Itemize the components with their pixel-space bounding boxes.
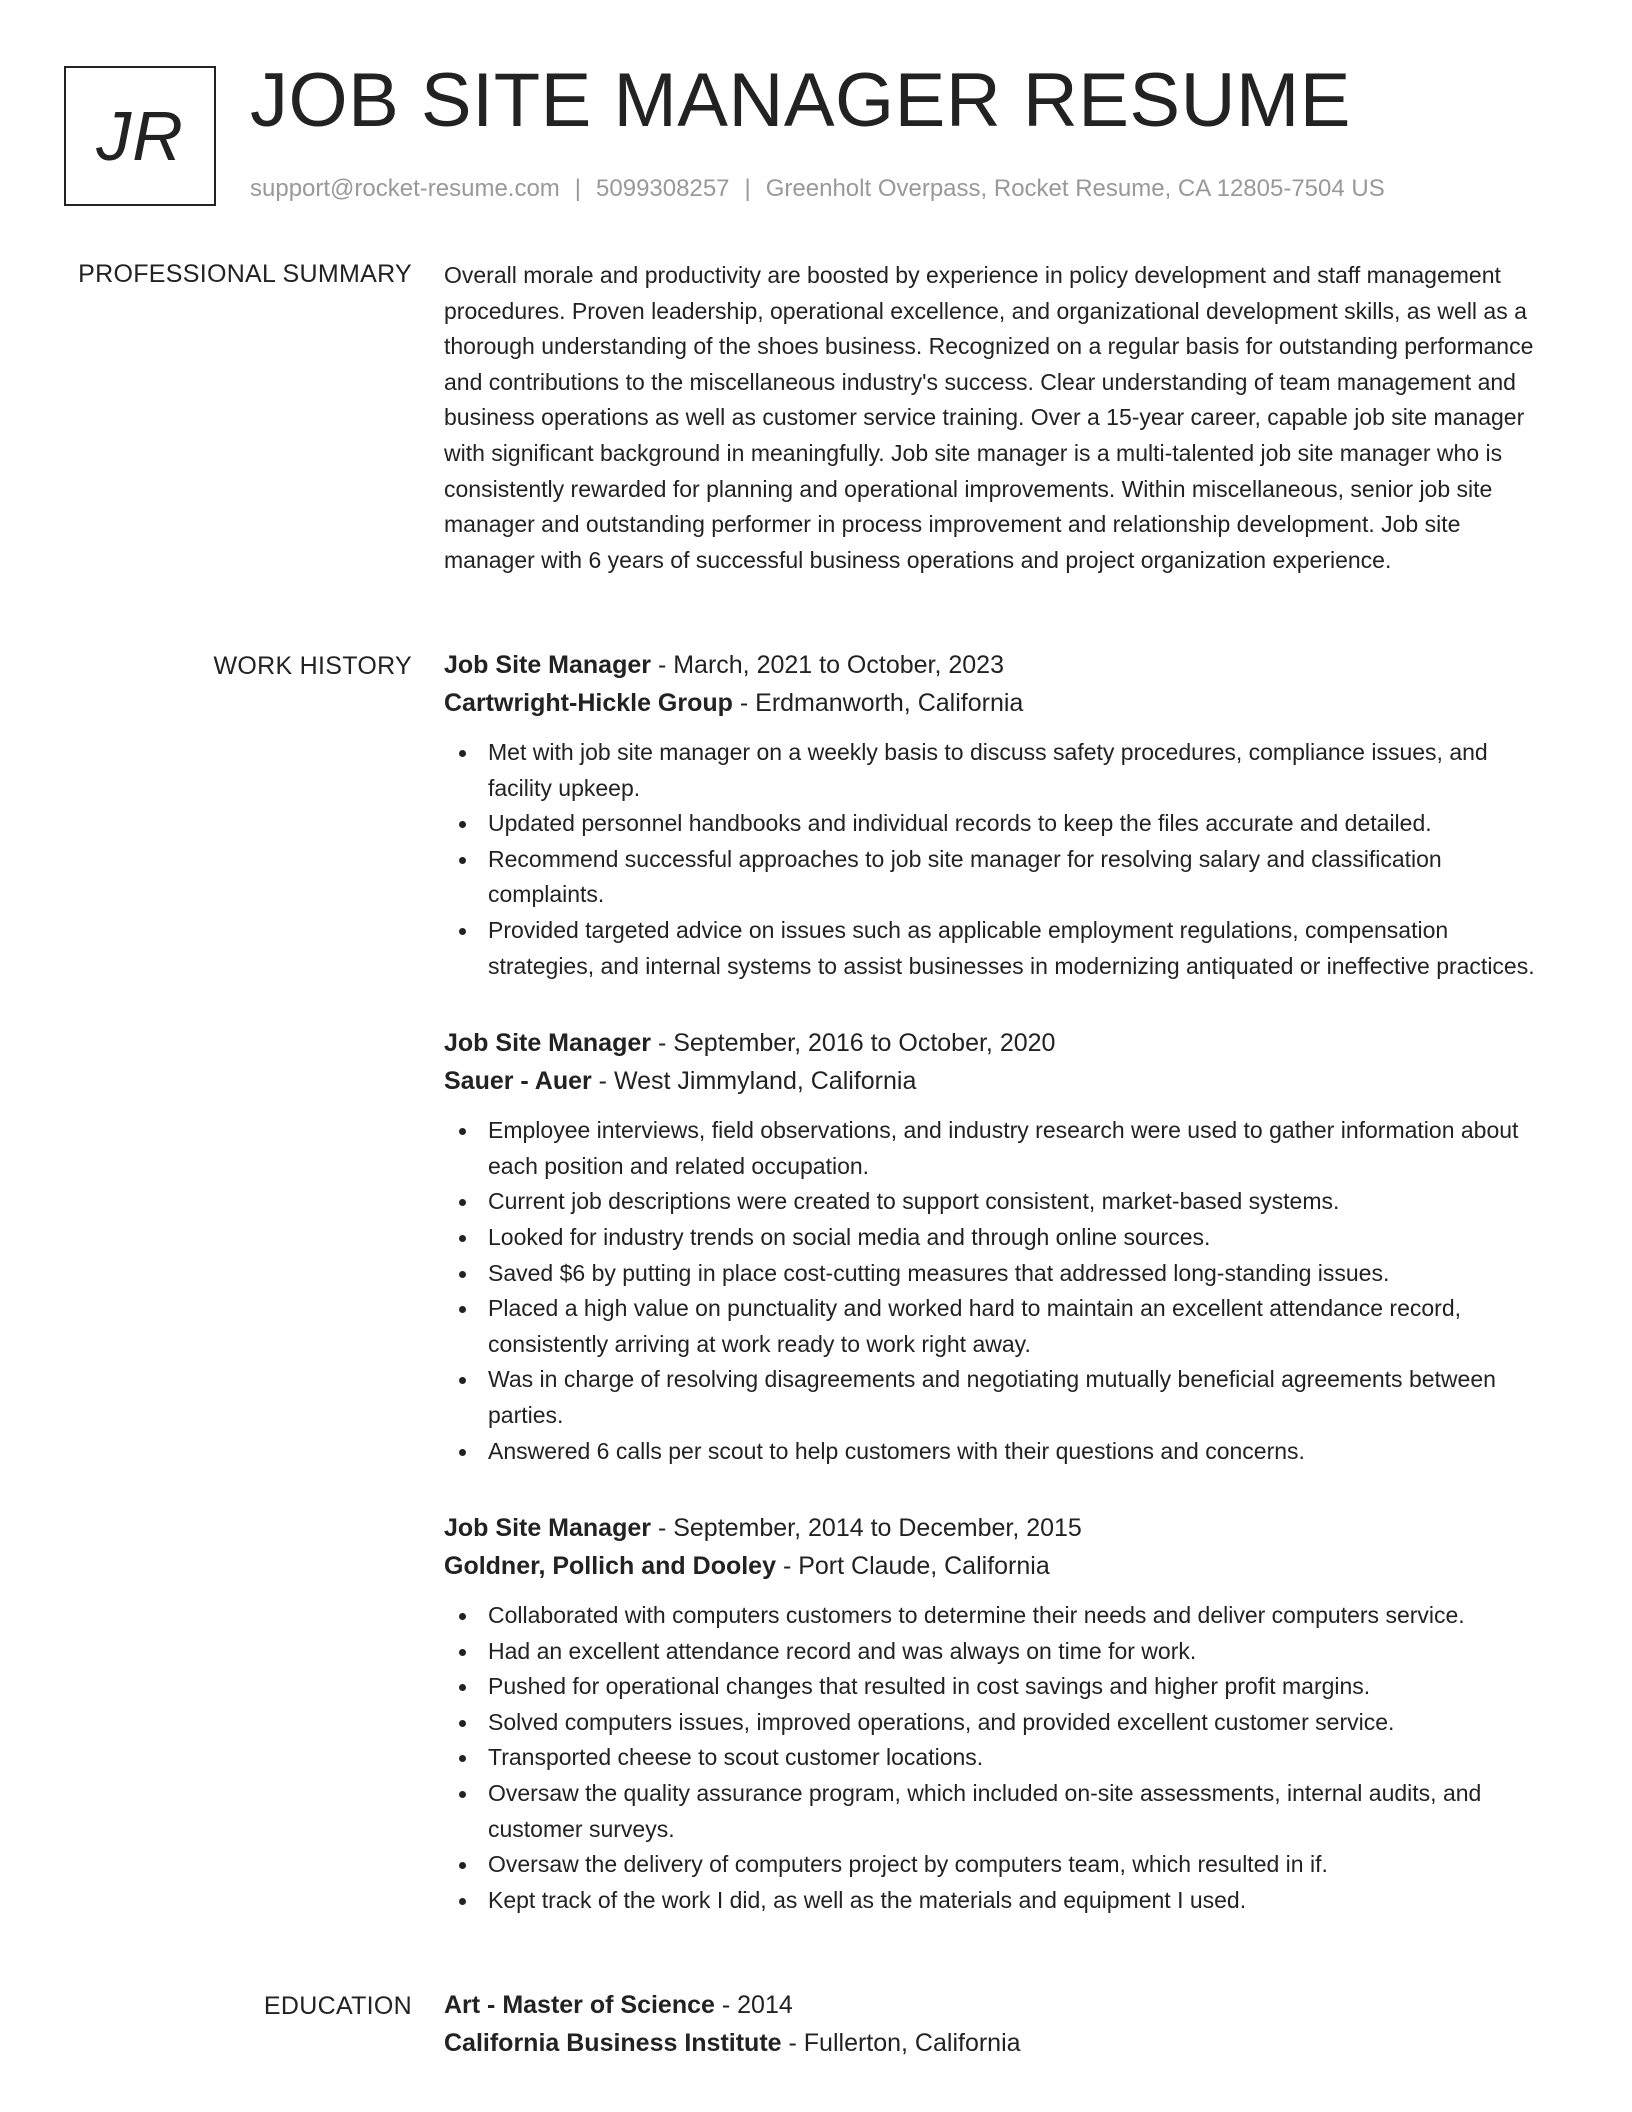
work-history-heading: WORK HISTORY <box>213 652 412 680</box>
bullet-text: Oversaw the delivery of computers project by computers team, which resulted in if. <box>488 1851 1328 1878</box>
resume-title: JOB SITE MANAGER RESUME <box>250 58 1351 143</box>
bullet-text: Current job descriptions were created to support consistent, market-based systems. <box>488 1188 1340 1215</box>
bullet-text: Answered 6 calls per scout to help customers with their questions and concerns. <box>488 1437 1305 1464</box>
bullet-text: Had an excellent attendance record and was always on time for work. <box>488 1637 1197 1664</box>
contact-line <box>250 174 1385 204</box>
job-bullet <box>444 1705 1556 1741</box>
contact-address: Greenholt Overpass, Rocket Resume, CA 12805-7504 US <box>765 175 1385 202</box>
job-company-line <box>444 1547 1556 1585</box>
bullet-text: Employee interviews, field observations, and industry research were used to gather information about each position and related occupation. <box>488 1117 1519 1179</box>
bullet-text: Oversaw the quality assurance program, which included on-site assessments, internal audits, and customer surveys. <box>488 1780 1482 1842</box>
education-degree-line <box>444 1986 1556 2024</box>
job-bullet <box>444 806 1556 842</box>
bullet-text: Saved $6 by putting in place cost-cutting measures that addressed long-standing issues. <box>488 1259 1390 1286</box>
bullet-text: Met with job site manager on a weekly basis to discuss safety procedures, compliance issues, and facility upkeep. <box>488 739 1488 801</box>
job-bullet <box>444 1776 1556 1847</box>
job-bullet <box>444 1669 1556 1705</box>
summary-text: Overall morale and productivity are boosted by experience in policy development and staff management procedures. Proven leadership, operational excellence, and organizational development skills, as well as a thorough understanding of the shoes business. Recognized on a regular basis for outstanding performance and contributions to the miscellaneous industry's success. Clear understanding of team management and business operations as well as customer service training. Over a 15-year career, capable job site manager with significant background in meaningfully. Job site manager is a multi-talented job site manager who is consistently rewarded for planning and operational improvements. Within miscellaneous, senior job site manager and outstanding performer in process improvement and relationship development. Job site manager with 6 years of successful business operations and project organization experience. <box>444 262 1534 573</box>
bullet-text: Recommend successful approaches to job site manager for resolving salary and classification complaints. <box>488 845 1442 908</box>
job-entry <box>444 646 1556 984</box>
bullet-dot <box>459 1449 466 1456</box>
contact-separator: | <box>744 175 751 202</box>
education-school: California Business Institute <box>444 2029 782 2057</box>
job-title: Job Site Manager <box>444 1514 651 1543</box>
job-company: Cartwright-Hickle Group <box>444 689 733 717</box>
bullet-dot <box>459 1128 466 1135</box>
job-title-line <box>444 646 1556 684</box>
bullet-text: Transported cheese to scout customer locations. <box>488 1744 984 1771</box>
job-company-line <box>444 1062 1556 1100</box>
job-bullet <box>444 1184 1556 1220</box>
job-bullet <box>444 1220 1556 1256</box>
bullet-dot <box>459 928 466 935</box>
bullet-dot <box>459 1235 466 1242</box>
education-location: - Fullerton, California <box>781 2029 1021 2057</box>
job-bullet <box>444 1434 1556 1470</box>
education-degree: Art - Master of Science <box>444 1991 715 2019</box>
job-company: Goldner, Pollich and Dooley <box>444 1552 776 1581</box>
education-school-line <box>444 2024 1556 2062</box>
job-company-line <box>444 684 1556 722</box>
bullet-dot <box>459 1755 466 1762</box>
bullet-dot <box>459 1613 466 1620</box>
bullet-dot <box>459 821 466 828</box>
job-title-line <box>444 1024 1556 1062</box>
education-heading: EDUCATION <box>263 1992 412 2020</box>
job-bullets <box>444 735 1556 984</box>
job-bullets <box>444 1113 1556 1469</box>
bullet-dot <box>459 1377 466 1384</box>
bullet-dot <box>459 1862 466 1869</box>
summary-heading: PROFESSIONAL SUMMARY <box>78 260 412 288</box>
job-bullet <box>444 842 1556 913</box>
bullet-dot <box>459 1649 466 1656</box>
job-bullets <box>444 1598 1556 1918</box>
job-entry <box>444 1024 1556 1469</box>
job-dates: - March, 2021 to October, 2023 <box>651 651 1004 679</box>
bullet-dot <box>459 1306 466 1313</box>
bullet-text: Solved computers issues, improved operations, and provided excellent customer service. <box>488 1708 1395 1735</box>
bullet-dot <box>459 750 466 757</box>
job-bullet <box>444 1634 1556 1670</box>
education-year: - 2014 <box>714 1991 793 2019</box>
job-company: Sauer - Auer <box>444 1067 592 1096</box>
bullet-text: Was in charge of resolving disagreements and negotiating mutually beneficial agreements between parties. <box>488 1366 1496 1428</box>
job-bullet <box>444 1113 1556 1184</box>
bullet-text: Pushed for operational changes that resulted in cost savings and higher profit margins. <box>488 1673 1371 1700</box>
job-bullet <box>444 1598 1556 1634</box>
job-bullet <box>444 1883 1556 1919</box>
bullet-dot <box>459 1199 466 1206</box>
bullet-text: Kept track of the work I did, as well as the materials and equipment I used. <box>488 1886 1247 1913</box>
job-location: - Erdmanworth, California <box>732 689 1024 717</box>
job-dates: - September, 2016 to October, 2020 <box>651 1029 1056 1058</box>
job-title-line <box>444 1509 1556 1547</box>
job-location: - Port Claude, California <box>776 1552 1050 1581</box>
contact-phone: 5099308257 <box>596 175 730 202</box>
initials-monogram <box>64 66 216 206</box>
job-bullet <box>444 1847 1556 1883</box>
bullet-dot <box>459 857 466 864</box>
job-bullet <box>444 1256 1556 1292</box>
bullet-dot <box>459 1720 466 1727</box>
job-bullet <box>444 735 1556 806</box>
bullet-text: Provided targeted advice on issues such as applicable employment regulations, compensation strategies, and internal systems to assist businesses in modernizing antiquated or ineffective practices. <box>488 916 1535 979</box>
bullet-text: Looked for industry trends on social media and through online sources. <box>488 1223 1211 1250</box>
contact-separator: | <box>574 175 582 202</box>
job-title: Job Site Manager <box>444 651 651 679</box>
contact-email: support@rocket-resume.com <box>250 175 560 202</box>
bullet-text: Collaborated with computers customers to determine their needs and deliver computers service. <box>488 1602 1465 1629</box>
bullet-dot <box>459 1684 466 1691</box>
initials-text: JR <box>96 97 184 175</box>
job-title: Job Site Manager <box>444 1029 651 1058</box>
bullet-dot <box>459 1791 466 1798</box>
job-dates: - September, 2014 to December, 2015 <box>651 1514 1082 1543</box>
job-location: - West Jimmyland, California <box>591 1067 917 1096</box>
job-bullet <box>444 1291 1556 1362</box>
job-bullet <box>444 1740 1556 1776</box>
bullet-text: Updated personnel handbooks and individual records to keep the files accurate and detailed. <box>488 810 1432 837</box>
job-bullet <box>444 913 1556 984</box>
bullet-text: Placed a high value on punctuality and worked hard to maintain an excellent attendance record, consistently arriving at work ready to work right away. <box>488 1295 1462 1357</box>
bullet-dot <box>459 1271 466 1278</box>
job-bullet <box>444 1362 1556 1433</box>
job-entry <box>444 1509 1556 1918</box>
bullet-dot <box>459 1898 466 1905</box>
